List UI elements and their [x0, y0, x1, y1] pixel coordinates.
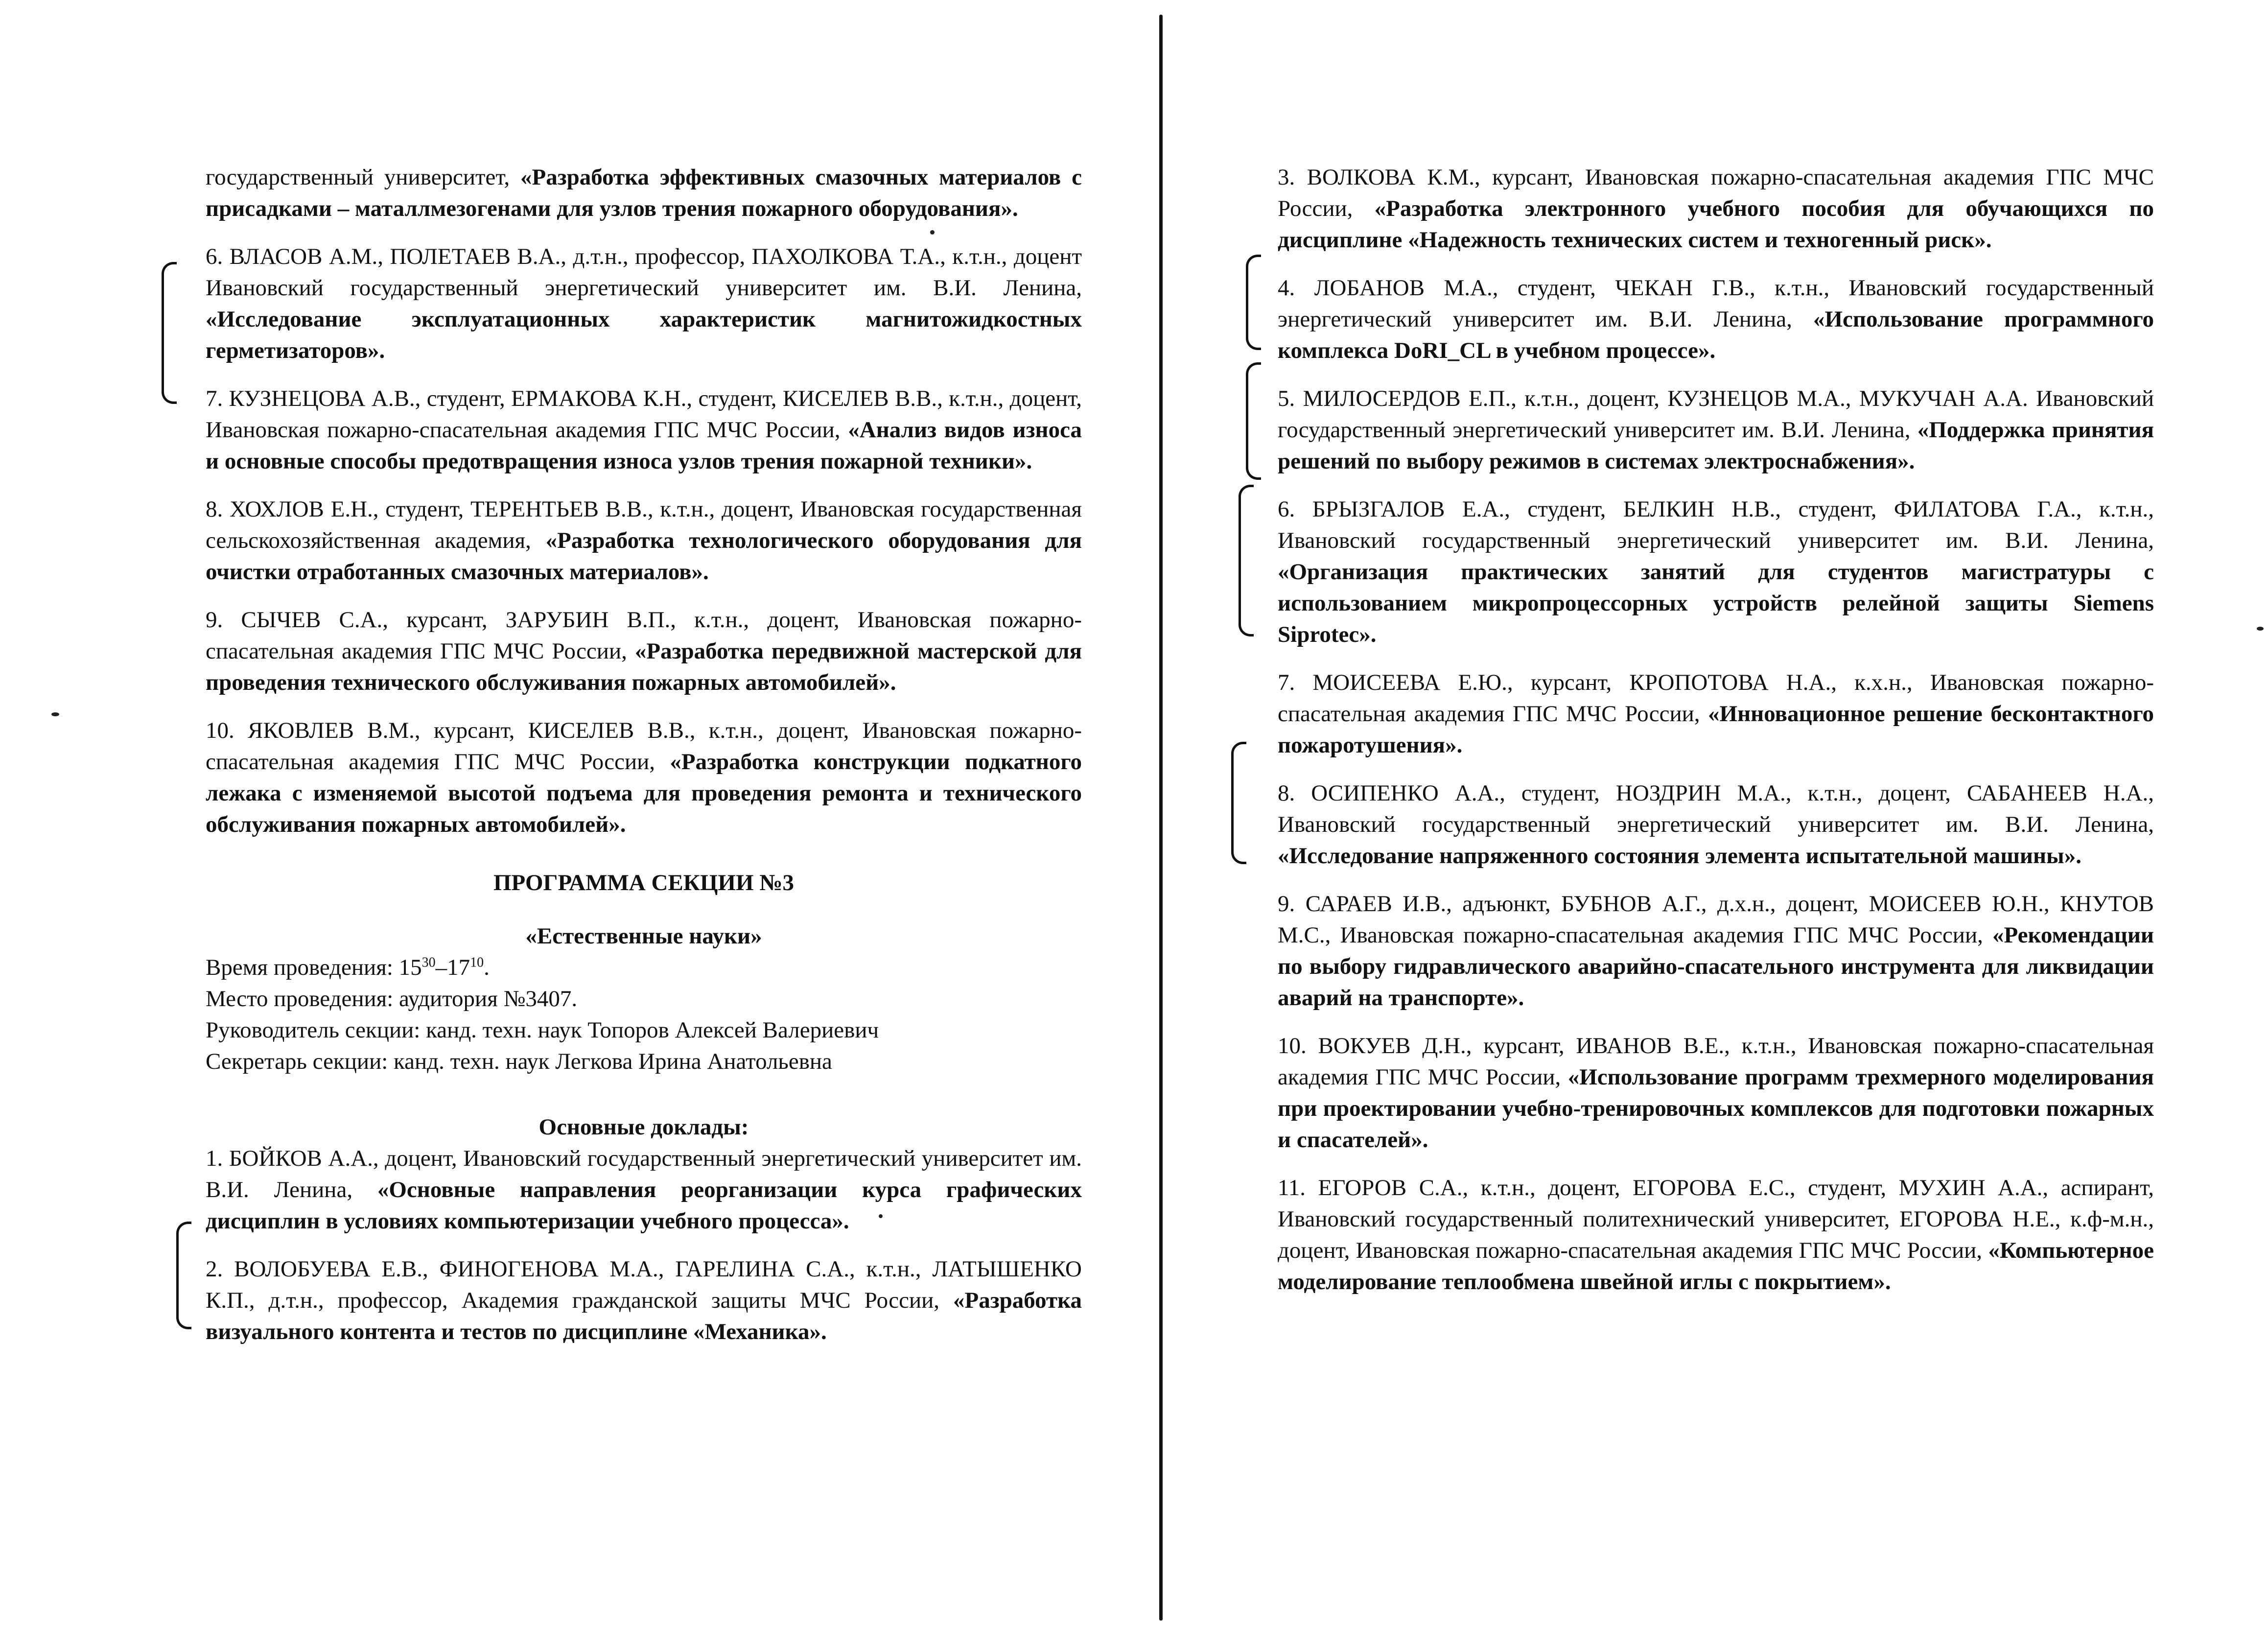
report-2: [206, 1253, 1082, 1347]
entry-title: «Основные направления реорганизации курса графических дисциплин в условиях компьютеризации учебного процесса».: [206, 1177, 1082, 1234]
time-start: 15: [398, 955, 422, 980]
entry-authors: 2. ВОЛОБУЕВА Е.В., ФИНОГЕНОВА М.А., ГАРЕЛИНА С.А., к.т.н., ЛАТЫШЕНКО К.П., д.т.н., профессор, Академия гражданской защиты МЧС России,: [206, 1256, 1082, 1313]
report-9: [1278, 888, 2154, 1013]
handwritten-bracket: [1239, 485, 1254, 636]
entry-8: [206, 494, 1082, 588]
report-3: [1278, 162, 2154, 256]
time-label: Время проведения:: [206, 955, 399, 980]
report-8: [1278, 777, 2154, 871]
entry-title: «Разработка конструкции подкатного лежака с изменяемой высотой подъема для проведения ремонта и технического обслуживания пожарных автомобилей».: [206, 749, 1082, 837]
entry-title: «Исследование эксплуатационных характеристик магнитожидкостных герметизаторов».: [206, 306, 1082, 363]
handwritten-bracket: [1246, 362, 1261, 480]
entry-authors: 9. САРАЕВ И.В., адъюнкт, БУБНОВ А.Г., д.х.н., доцент, МОИСЕЕВ Ю.Н., КНУТОВ М.С., Ивановская пожарно-спасательная академия ГПС МЧС России,: [1278, 891, 2154, 948]
handwritten-bracket: [162, 262, 177, 404]
section-place: Место проведения: аудитория №3407.: [206, 986, 578, 1012]
entry-title: «Инновационное решение бесконтактного пожаротушения».: [1278, 701, 2154, 758]
section-subtitle: «Естественные науки»: [525, 923, 762, 949]
time-period: .: [484, 955, 490, 980]
reports-heading: Основные доклады:: [538, 1114, 749, 1140]
report-7: [1278, 667, 2154, 761]
entry-9: [206, 604, 1082, 698]
section-title: ПРОГРАММА СЕКЦИИ №3: [493, 870, 795, 895]
entry-title: «Использование программного комплекса DoRI_CL в учебном процессе».: [1278, 306, 2154, 363]
entry-authors: 11. ЕГОРОВ С.А., к.т.н., доцент, ЕГОРОВА Е.С., студент, МУХИН А.А., аспирант, Ивановский государственный политехнический университет, ЕГОРОВА Н.Е., к.ф-м.н., доцент, Ивановская пожарно-спасательная академия ГПС МЧС России,: [1278, 1175, 2154, 1263]
entry-7: [206, 383, 1082, 477]
entry-title: «Использование программ трехмерного моделирования при проектировании учебно-тренировочных комплексов для подготовки пожарных и спасателей».: [1278, 1064, 2154, 1153]
entry-title: «Разработка эффективных смазочных материалов с присадками – маталлмезогенами для узлов трения пожарного оборудования».: [206, 165, 1082, 221]
left-column: [206, 162, 1082, 1364]
entry-title: «Компьютерное моделирование теплообмена швейной иглы с покрытием».: [1278, 1238, 2154, 1295]
entry-authors: 8. ОСИПЕНКО А.А., студент, НОЗДРИН М.А., к.т.н., доцент, САБАНЕЕВ Н.А., Ивановский государственный энергетический университет им. В.И. Ленина,: [1278, 780, 2154, 837]
report-5: [1278, 383, 2154, 477]
entry-authors: 7. КУЗНЕЦОВА А.В., студент, ЕРМАКОВА К.Н., студент, КИСЕЛЕВ В.В., к.т.н., доцент, Ивановская пожарно-спасательная академия ГПС МЧС России,: [206, 386, 1082, 443]
entry-title: «Разработка электронного учебного пособия для обучающихся по дисциплине «Надежность технических систем и техногенный риск».: [1278, 196, 2154, 253]
entry-title: «Разработка технологического оборудования для очистки отработанных смазочных материалов».: [206, 528, 1082, 585]
time-end-minutes: 10: [470, 955, 484, 970]
entry-title: «Исследование напряженного состояния элемента испытательной машины».: [1278, 843, 2081, 869]
section-time: [206, 952, 1082, 983]
report-11: [1278, 1172, 2154, 1297]
time-end: –17: [435, 955, 470, 980]
entry-authors: 6. ВЛАСОВ А.М., ПОЛЕТАЕВ В.А., д.т.н., профессор, ПАХОЛКОВА Т.А., к.т.н., доцент Ивановский государственный энергетический университет им. В.И. Ленина,: [206, 244, 1082, 301]
entry-title: «Разработка визуального контента и тестов по дисциплине «Механика».: [206, 1288, 1082, 1344]
entry-authors: 8. ХОХЛОВ Е.Н., студент, ТЕРЕНТЬЕВ В.В., к.т.н., доцент, Ивановская государственная сельскохозяйственная академия,: [206, 496, 1082, 553]
right-column: [1278, 162, 2154, 1314]
scan-mark: [2257, 627, 2264, 631]
entry-authors: 10. ВОКУЕВ Д.Н., курсант, ИВАНОВ В.Е., к.т.н., Ивановская пожарно-спасательная академия ГПС МЧС России,: [1278, 1033, 2154, 1090]
report-10: [1278, 1030, 2154, 1155]
report-1: [206, 1143, 1082, 1237]
time-start-minutes: 30: [421, 955, 436, 970]
report-6: [1278, 494, 2154, 650]
entry-authors: 1. БОЙКОВ А.А., доцент, Ивановский государственный энергетический университет им. В.И. Ленина,: [206, 1146, 1082, 1202]
entry-title: «Организация практических занятий для студентов магистратуры с использованием микропроцессорных устройств релейной защиты Siemens Siprotec».: [1278, 559, 2154, 647]
entry-title: «Анализ видов износа и основные способы предотвращения износа узлов трения пожарной техники».: [206, 417, 1082, 474]
entry-6: [206, 241, 1082, 366]
section-head: Руководитель секции: канд. техн. наук Топоров Алексей Валериевич: [206, 1017, 879, 1043]
entry-authors: государственный университет,: [206, 165, 521, 190]
entry-authors: 7. МОИСЕЕВА Е.Ю., курсант, КРОПОТОВА Н.А., к.х.н., Ивановская пожарно-спасательная академия ГПС МЧС России,: [1278, 670, 2154, 727]
entry-authors: 9. СЫЧЕВ С.А., курсант, ЗАРУБИН В.П., к.т.н., доцент, Ивановская пожарно-спасательная академия ГПС МЧС России,: [206, 607, 1082, 664]
page-divider: [1159, 15, 1163, 1621]
handwritten-bracket: [176, 1222, 191, 1329]
section-secretary: Секретарь секции: канд. техн. наук Легкова Ирина Анатольевна: [206, 1049, 832, 1074]
entry-title: «Поддержка принятия решений по выбору режимов в системах электроснабжения».: [1278, 417, 2154, 474]
entry-title: «Рекомендации по выбору гидравлического аварийно-спасательного инструмента для ликвидации аварий на транспорте».: [1278, 922, 2154, 1011]
entry-continuation: [206, 162, 1082, 224]
entry-title: «Разработка передвижной мастерской для проведения технического обслуживания пожарных автомобилей».: [206, 638, 1082, 695]
report-4: [1278, 272, 2154, 366]
handwritten-bracket: [1246, 255, 1261, 350]
entry-authors: 3. ВОЛКОВА К.М., курсант, Ивановская пожарно-спасательная академия ГПС МЧС России,: [1278, 165, 2154, 221]
scan-mark: [51, 712, 59, 716]
entry-authors: 4. ЛОБАНОВ М.А., студент, ЧЕКАН Г.В., к.т.н., Ивановский государственный энергетический университет им. В.И. Ленина,: [1278, 275, 2154, 332]
entry-authors: 6. БРЫЗГАЛОВ Е.А., студент, БЕЛКИН Н.В., студент, ФИЛАТОВА Г.А., к.т.н., Ивановский государственный энергетический университет им. В.И. Ленина,: [1278, 496, 2154, 553]
handwritten-bracket: [1231, 742, 1246, 864]
entry-10: [206, 715, 1082, 840]
entry-authors: 5. МИЛОСЕРДОВ Е.П., к.т.н., доцент, КУЗНЕЦОВ М.А., МУКУЧАН А.А. Ивановский государственный энергетический университет им. В.И. Ленина,: [1278, 386, 2154, 443]
entry-authors: 10. ЯКОВЛЕВ В.М., курсант, КИСЕЛЕВ В.В., к.т.н., доцент, Ивановская пожарно-спасательная академия ГПС МЧС России,: [206, 718, 1082, 775]
